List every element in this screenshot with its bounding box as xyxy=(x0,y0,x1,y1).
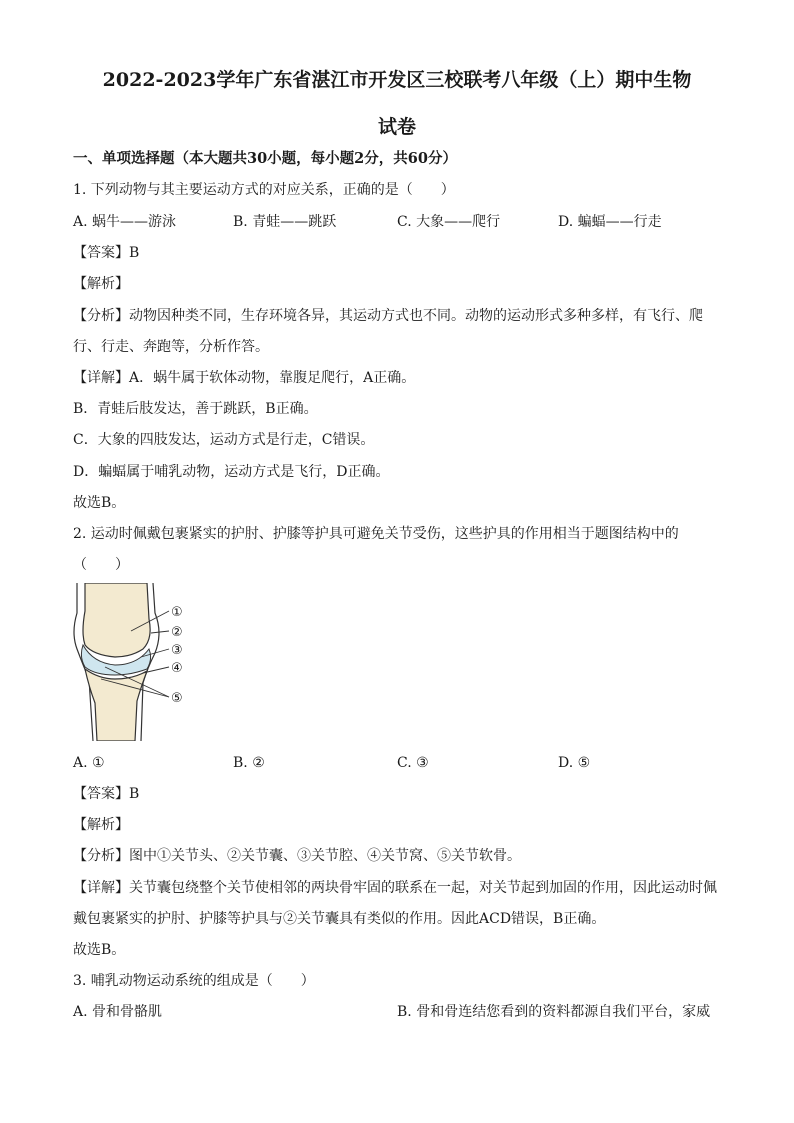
q1-choose: 故选B。 xyxy=(73,495,126,511)
q3-option-a: A. 骨和骨骼肌 xyxy=(73,1004,163,1020)
diagram-label-5: ⑤ xyxy=(171,691,183,706)
diagram-label-2: ② xyxy=(171,625,183,640)
q1-detail-c: C．大象的四肢发达，运动方式是行走，C错误。 xyxy=(73,432,375,448)
q1-detail-d: D．蝙蝠属于哺乳动物，运动方式是飞行，D正确。 xyxy=(73,464,390,480)
q1-detail-b: B．青蛙后肢发达，善于跳跃，B正确。 xyxy=(73,401,318,417)
q1-detail-a: 【详解】A．蜗牛属于软体动物，靠腹足爬行，A正确。 xyxy=(73,370,416,386)
question-2-stem: 2. 运动时佩戴包裹紧实的护肘、护膝等护具可避免关节受伤，这些护具的作用相当于题图结构中的 xyxy=(73,526,679,542)
q2-detail-cont: 戴包裹紧实的护肘、护膝等护具与②关节囊具有类似的作用。因此ACD错误，B正确。 xyxy=(73,911,606,927)
diagram-label-4: ④ xyxy=(171,661,183,676)
q3-option-b: B. 骨和骨连结您看到的资料都源自我们平台，家威 xyxy=(397,1004,711,1020)
document-title: 2022-2023学年广东省湛江市开发区三校联考八年级（上）期中生物 xyxy=(102,69,692,91)
q2-option-d: D. ⑤ xyxy=(558,755,591,771)
document-title-line2: 试卷 xyxy=(377,116,416,138)
question-2-stem-cont: （ ） xyxy=(73,557,129,573)
lower-bone xyxy=(85,669,147,741)
q2-analysis: 【分析】图中①关节头、②关节囊、③关节腔、④关节窝、⑤关节软骨。 xyxy=(73,848,521,864)
q2-option-b: B. ② xyxy=(233,755,265,771)
question-1-stem: 1. 下列动物与其主要运动方式的对应关系，正确的是（ ） xyxy=(73,182,455,198)
q2-detail: 【详解】关节囊包绕整个关节使相邻的两块骨牢固的联系在一起，对关节起到加固的作用，因此运动时佩 xyxy=(73,880,717,896)
upper-bone xyxy=(83,583,150,657)
diagram-label-1: ① xyxy=(171,605,183,620)
q1-option-a: A. 蜗牛——游泳 xyxy=(73,214,177,230)
section-heading: 一、单项选择题（本大题共30小题，每小题2分，共60分） xyxy=(73,150,457,167)
q2-jiexi-heading: 【解析】 xyxy=(73,817,129,833)
q1-analysis: 【分析】动物因种类不同，生存环境各异，其运动方式也不同。动物的运动形式多种多样，有飞行、爬 xyxy=(73,308,703,324)
q1-option-d: D. 蝙蝠——行走 xyxy=(558,214,662,230)
q1-option-b: B. 青蛙——跳跃 xyxy=(233,214,337,230)
diagram-label-3: ③ xyxy=(171,643,183,658)
q1-jiexi-heading: 【解析】 xyxy=(73,276,129,292)
q1-option-c: C. 大象——爬行 xyxy=(397,214,501,230)
q1-analysis-cont: 行、行走、奔跑等，分析作答。 xyxy=(73,339,269,355)
question-3-stem: 3. 哺乳动物运动系统的组成是（ ） xyxy=(73,973,315,989)
q2-option-c: C. ③ xyxy=(397,755,429,771)
q2-option-a: A. ① xyxy=(73,755,105,771)
q2-answer: 【答案】B xyxy=(73,786,140,802)
knee-joint-diagram xyxy=(71,583,196,741)
q2-choose: 故选B。 xyxy=(73,942,126,958)
q1-answer: 【答案】B xyxy=(73,245,140,261)
